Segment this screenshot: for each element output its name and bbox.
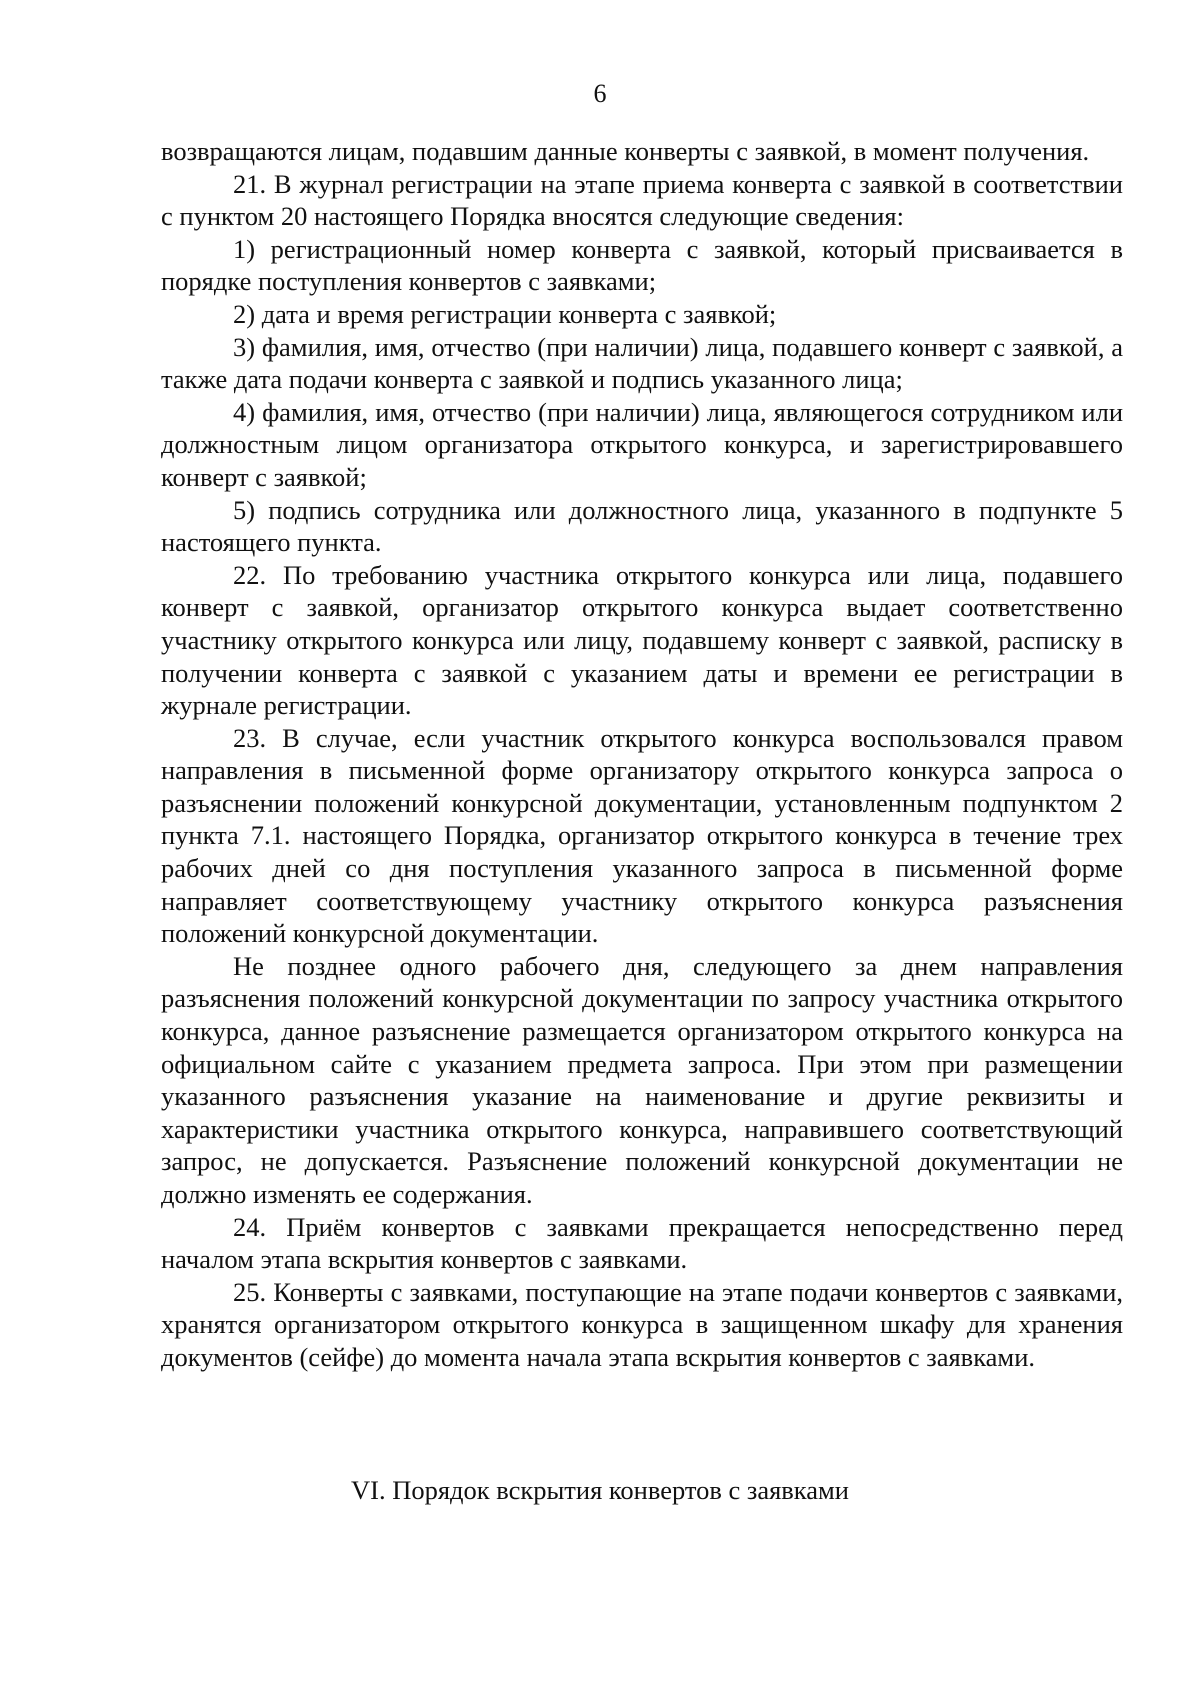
paragraph-21: 21. В журнал регистрации на этапе приема конверта с заявкой в соответствии с пунктом 20 настоящего Порядка вносятся следующие сведения: xyxy=(161,168,1123,232)
page-number: 6 xyxy=(593,79,607,108)
paragraph-continuation: возвращаются лицам, подавшим данные конверты с заявкой, в момент получения. xyxy=(161,136,1090,166)
list-item-2: 2) дата и время регистрации конверта с заявкой; xyxy=(233,298,777,329)
list-item-3: 3) фамилия, имя, отчество (при наличии) лица, подавшего конверт с заявкой, а также дата подачи конверта с заявкой и подпись указанного лица; xyxy=(161,331,1123,395)
list-item-4: 4) фамилия, имя, отчество (при наличии) лица, являющегося сотрудником или должностным лицом организатора открытого конкурса, и зарегистрировавшего конверт с заявкой; xyxy=(161,396,1123,492)
paragraph-25: 25. Конверты с заявками, поступающие на этапе подачи конвертов с заявками, хранятся организатором открытого конкурса в защищенном шкафу для хранения документов (сейфе) до момента начала этапа вскрытия конвертов с заявками. xyxy=(161,1276,1123,1372)
list-item-1: 1) регистрационный номер конверта с заявкой, который присваивается в порядке поступления конвертов с заявками; xyxy=(161,233,1123,297)
list-item-5: 5) подпись сотрудника или должностного лица, указанного в подпункте 5 настоящего пункта. xyxy=(161,494,1123,558)
paragraph-23: 23. В случае, если участник открытого конкурса воспользовался правом направления в письменной форме организатору открытого конкурса запроса о разъяснении положений конкурсной документации, установленным подпунктом 2 пункта 7.1. настоящего Порядка, организатор открытого конкурса в течение трех рабочих дней со дня поступления указанного запроса в письменной форме направляет соответствующему участнику открытого конкурса разъяснения положений конкурсной документации. xyxy=(161,722,1123,949)
paragraph-24: 24. Приём конвертов с заявками прекращается непосредственно перед началом этапа вскрытия конвертов с заявками. xyxy=(161,1211,1123,1275)
paragraph-23-continued: Не позднее одного рабочего дня, следующего за днем направления разъяснения положений конкурсной документации по запросу участника открытого конкурса, данное разъяснение размещается организатором открытого конкурса на официальном сайте с указанием предмета запроса. При этом при размещении указанного разъяснения указание на наименование и другие реквизиты и характеристики участника открытого конкурса, направившего соответствующий запрос, не допускается. Разъяснение положений конкурсной документации не должно изменять ее содержания. xyxy=(161,950,1123,1209)
paragraph-22: 22. По требованию участника открытого конкурса или лица, подавшего конверт с заявкой, организатор открытого конкурса выдает соответственно участнику открытого конкурса или лицу, подавшему конверт с заявкой, расписку в получении конверта с заявкой с указанием даты и времени ее регистрации в журнале регистрации. xyxy=(161,559,1123,721)
document-body xyxy=(161,135,1123,1374)
section-heading: VI. Порядок вскрытия конвертов с заявками xyxy=(350,1475,849,1505)
